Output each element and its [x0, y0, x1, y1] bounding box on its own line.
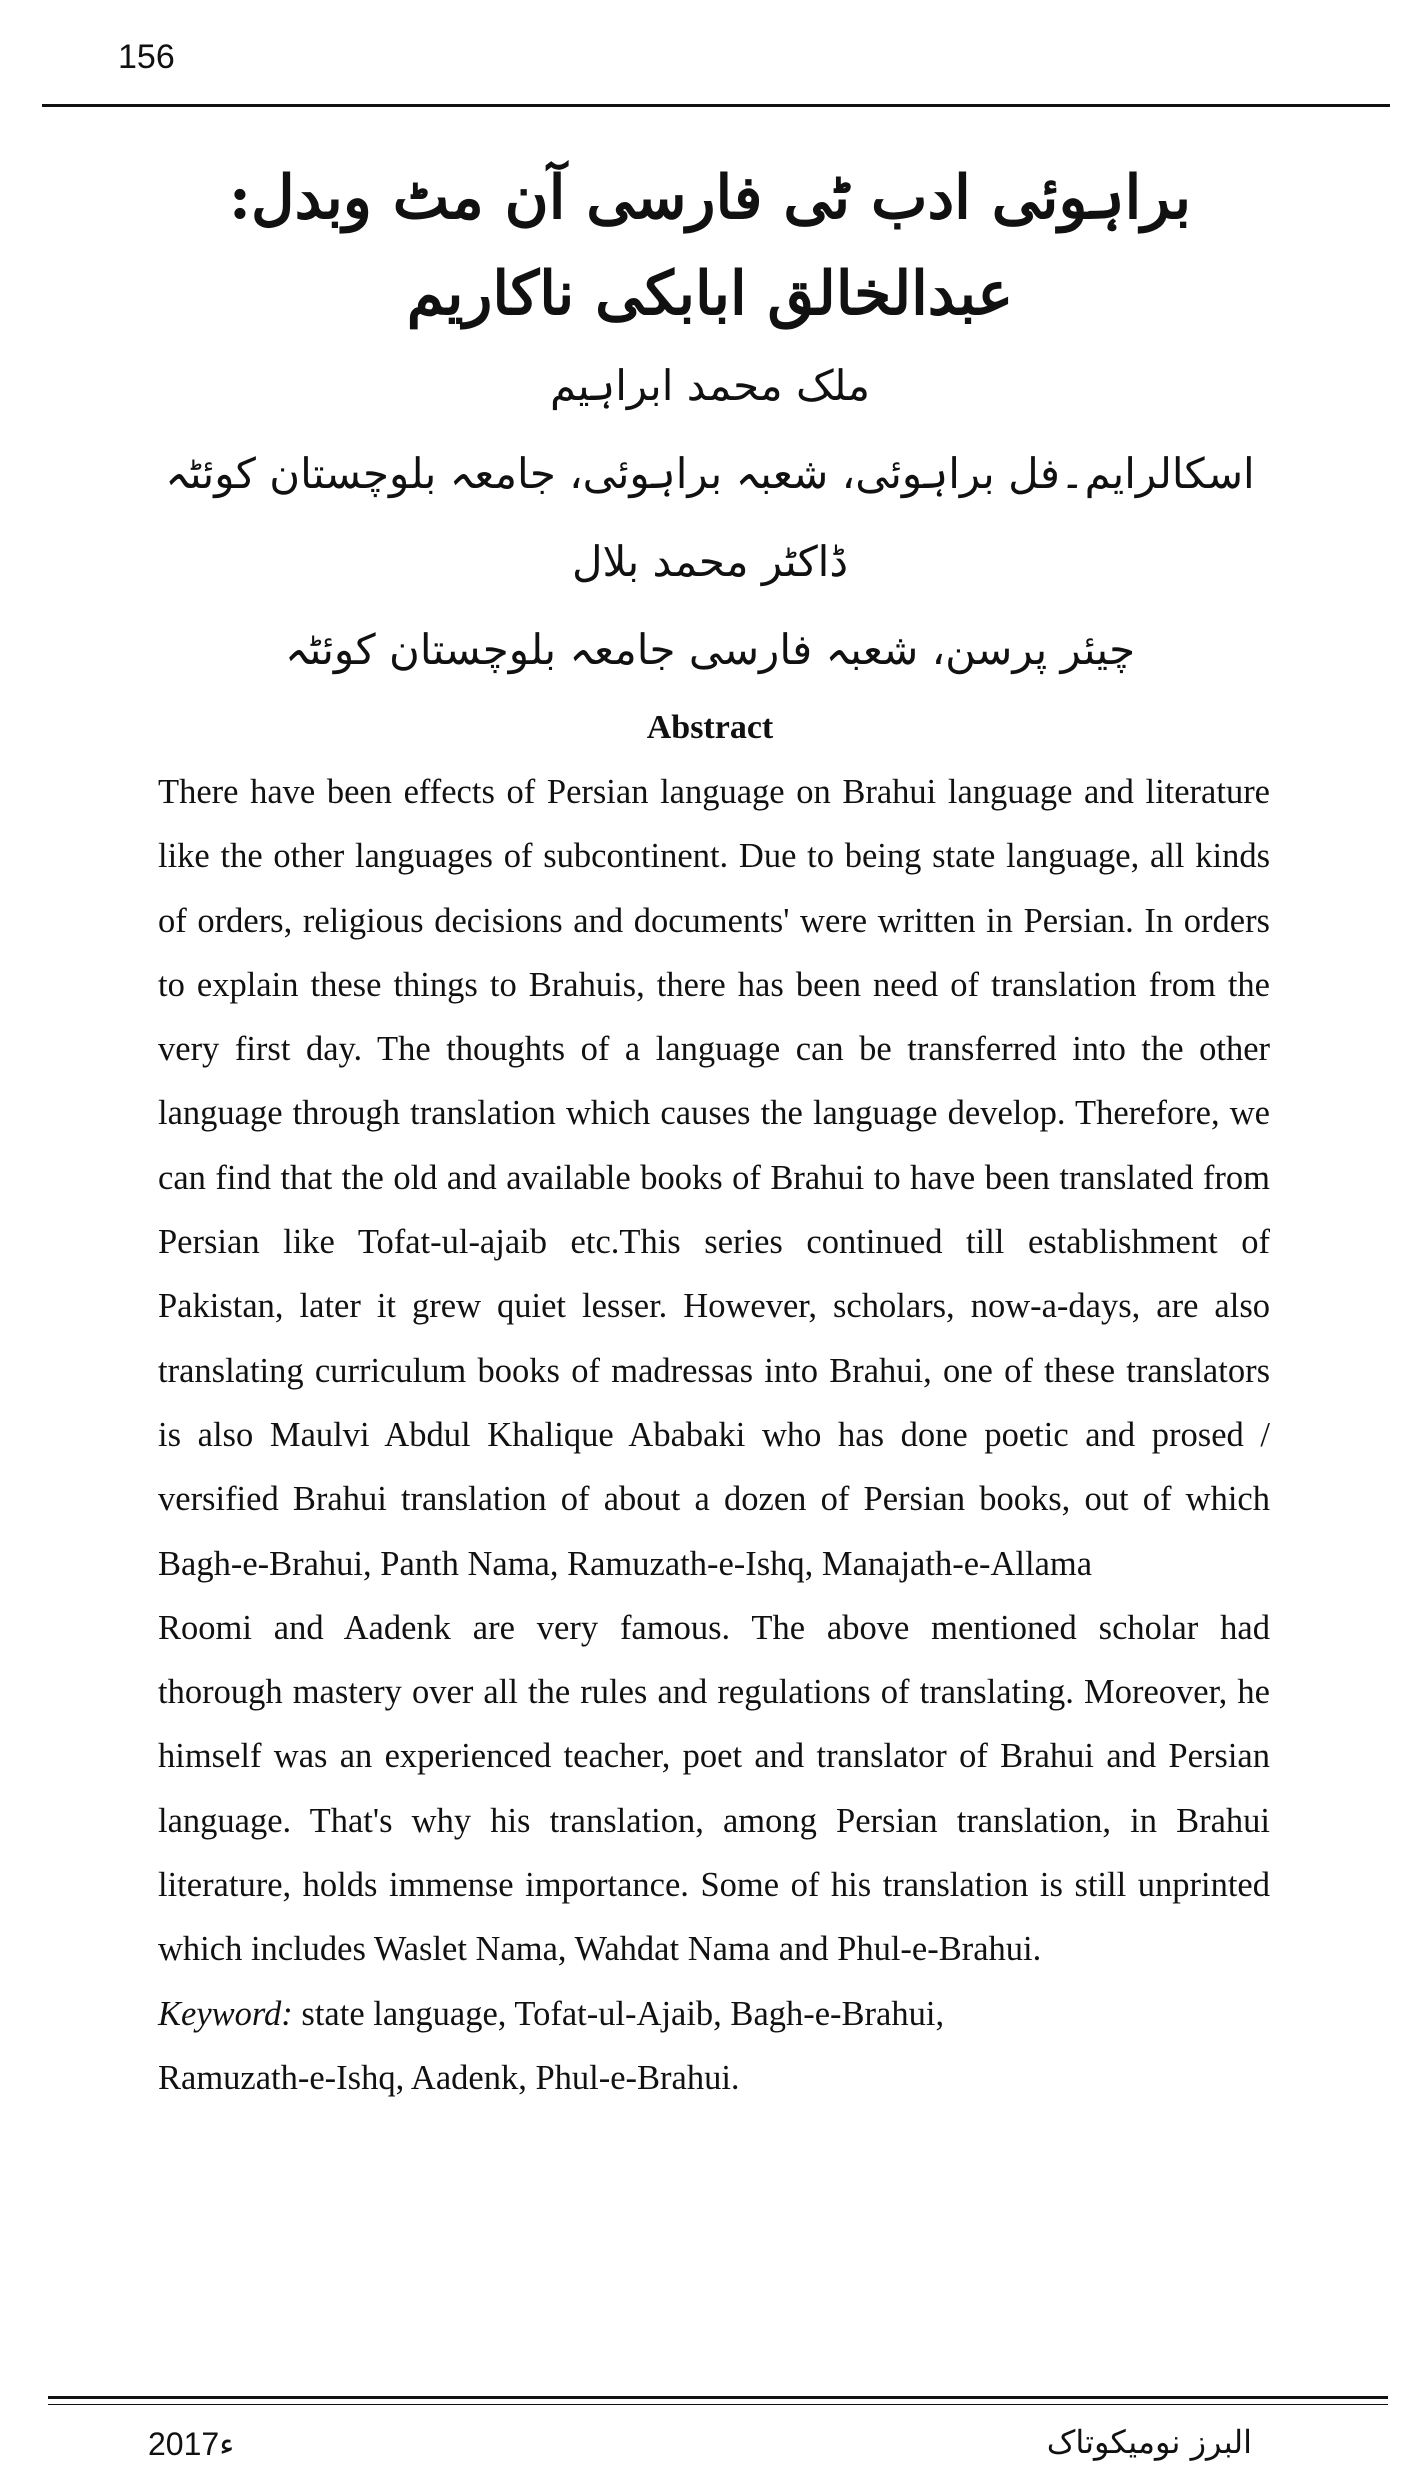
abstract-paragraph-2: Roomi and Aadenk are very famous. The above mentioned scholar had thorough mastery over all the rules and regulations of translating. Moreover, he himself was an experienced teacher, poet and translator of Brahui and Persian language. That's why his translation, among Persian translation, in Brahui literature, holds immense importance. Some of his translation is still unprinted which includes Waslet Nama, Wahdat Nama and Phul-e-Brahui. — [158, 1608, 1270, 1969]
author-name-1: ملک محمد ابراہیم — [549, 361, 871, 410]
keywords-text-1: state language, Tofat-ul-Ajaib, Bagh-e-Brahui, — [292, 1994, 945, 2033]
abstract-heading: Abstract — [646, 709, 774, 746]
abstract-paragraph-1: There have been effects of Persian language on Brahui language and literature like the other languages of subcontinent. Due to being state language, all kinds of orders, religious decisions and documents' were written in Persian. In orders to explain these things to Brahuis, there has been need of translation from the very first day. The thoughts of a language can be transferred into the other language through translation which causes the language develop. Therefore, we can find that the old and available books of Brahui to have been translated from Persian like Tofat-ul-ajaib etc.This series continued till establishment of Pakistan, later it grew quiet lesser. However, scholars, now-a-days, are also translating curriculum books of madressas into Brahui, one of these translators is also Maulvi Abdul Khalique Ababaki who has done poetic and prosed / versified Brahui translation of about a dozen of Persian books, out of which Bagh-e-Brahui, Panth Nama, Ramuzath-e-Ishq, Manajath-e-Allama — [158, 773, 1270, 1583]
abstract-body — [158, 760, 1270, 2110]
author-affiliation-2: چیئر پرسن، شعبہ فارسی جامعہ بلوچستان کوئٹہ — [284, 625, 1136, 674]
footer-rule-thin — [48, 2404, 1388, 2405]
footer-journal-name: البرز نومیکوتاک — [1046, 2423, 1252, 2461]
article-header — [100, 150, 1320, 694]
footer-rule-thick — [48, 2396, 1388, 2399]
author-name-2: ڈاکٹر محمد بلال — [571, 537, 849, 586]
author-affiliation-1: اسکالرایم۔فل براہوئی، شعبہ براہوئی، جامعہ بلوچستان کوئٹہ — [165, 449, 1255, 498]
article-title: براہوئی ادب ٹی فارسی آن مٹ وبدل: عبدالخالق ابابکی ناکاریم — [228, 163, 1192, 329]
footer-year: 2017ء — [148, 2426, 235, 2462]
keywords-label: Keyword: — [158, 1994, 293, 2033]
keywords-line-1 — [158, 1982, 1270, 2046]
keywords-line-2: Ramuzath-e-Ishq, Aadenk, Phul-e-Brahui. — [158, 2058, 740, 2097]
top-rule — [42, 104, 1390, 107]
page-number: 156 — [118, 38, 175, 76]
